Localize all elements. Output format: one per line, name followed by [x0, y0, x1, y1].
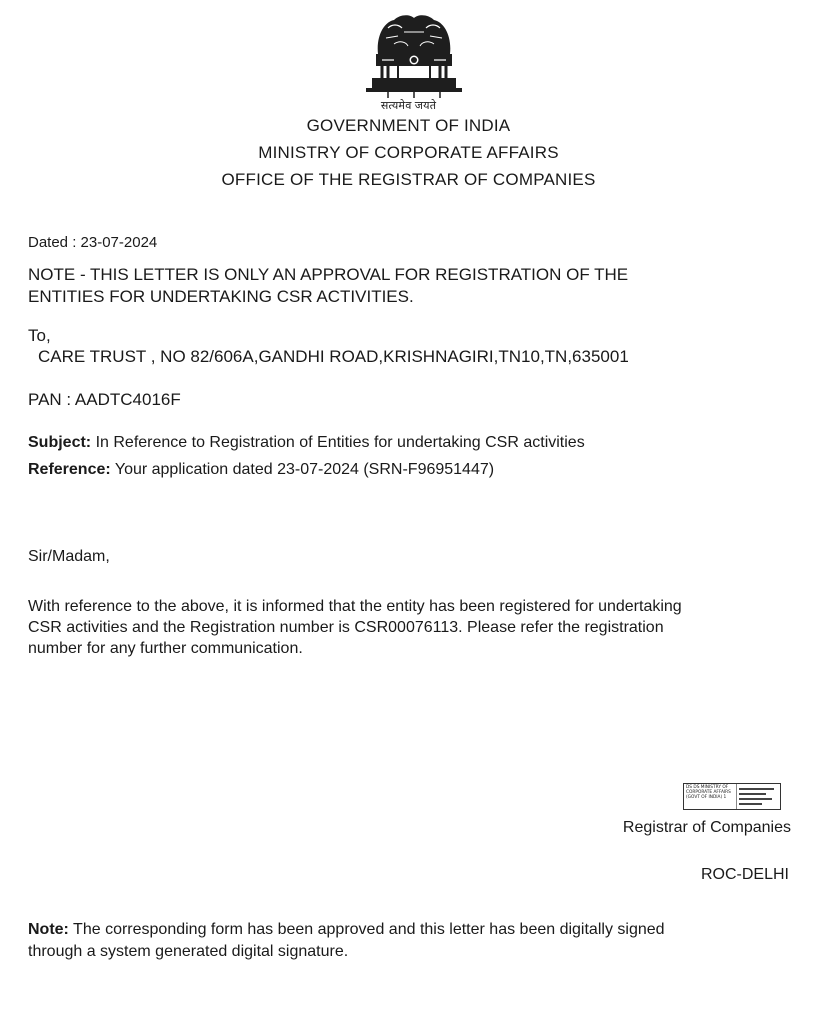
body-line3: number for any further communication.	[28, 640, 303, 657]
to-label: To,	[28, 326, 51, 345]
header-government: GOVERNMENT OF INDIA	[306, 116, 511, 135]
approval-note-line1: NOTE - THIS LETTER IS ONLY AN APPROVAL FOR REGISTRATION OF THE	[28, 265, 629, 284]
header-office: OFFICE OF THE REGISTRAR OF COMPANIES	[221, 170, 596, 189]
reference-text: Your application dated 23-07-2024 (SRN-F96951447)	[110, 461, 495, 478]
bottom-note-label: Note:	[28, 921, 69, 938]
approval-note-line2: ENTITIES FOR UNDERTAKING CSR ACTIVITIES.	[28, 287, 414, 306]
subject-label: Subject:	[28, 434, 92, 451]
body-line2: CSR activities and the Registration number is CSR00076113. Please refer the registration	[28, 619, 664, 636]
stamp-text: DS DS MINISTRY OF CORPORATE AFFAIRS (GOVT OF INDIA) 1	[686, 785, 731, 800]
bottom-note-line2: through a system generated digital signature.	[28, 943, 349, 960]
recipient-address: CARE TRUST , NO 82/606A,GANDHI ROAD,KRISHNAGIRI,TN10,TN,635001	[38, 347, 629, 366]
signatory-title: Registrar of Companies	[622, 819, 791, 836]
salutation: Sir/Madam,	[28, 548, 110, 565]
reference-label: Reference:	[28, 461, 111, 478]
reference-line	[28, 459, 494, 480]
header-ministry: MINISTRY OF CORPORATE AFFAIRS	[258, 143, 559, 162]
subject-line	[28, 432, 585, 453]
pan-number: PAN : AADTC4016F	[28, 390, 181, 409]
body-line1: With reference to the above, it is informed that the entity has been registered for undertaking	[28, 598, 682, 615]
roc-office: ROC-DELHI	[700, 866, 789, 883]
emblem-motto: सत्यमेव जयते	[380, 100, 437, 112]
stamp-lines	[736, 784, 780, 809]
subject-text: In Reference to Registration of Entities for undertaking CSR activities	[91, 434, 585, 451]
bottom-note-line1	[28, 919, 665, 940]
bottom-note-text1: The corresponding form has been approved and this letter has been digitally signed	[68, 921, 665, 938]
digital-signature-stamp	[683, 783, 781, 810]
letter-date: Dated : 23-07-2024	[28, 234, 158, 251]
